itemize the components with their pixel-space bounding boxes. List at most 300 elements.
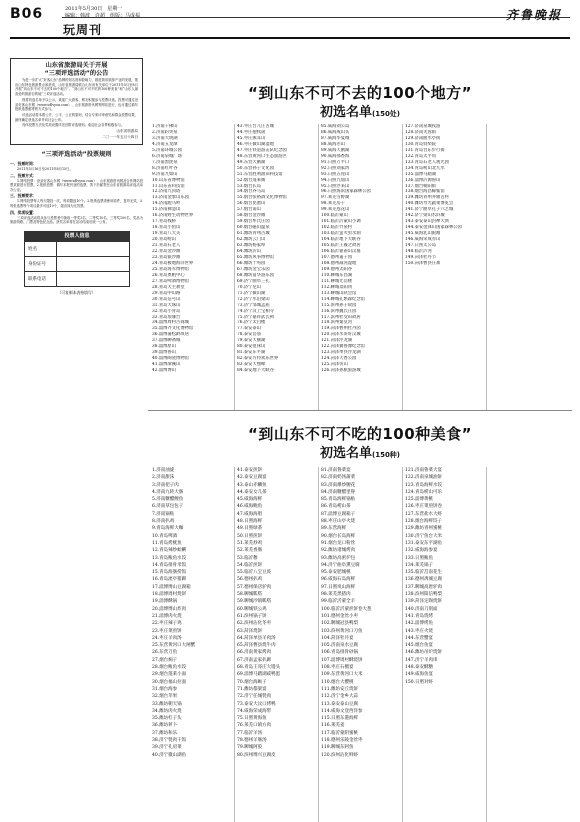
list-item: 14.济南跑马岭 — [152, 201, 181, 207]
list-item: 27.烟台焖子 — [152, 657, 178, 663]
list-item: 146.威海荣成赤山 — [405, 237, 441, 243]
list-item: 49.日照绿茶 — [237, 526, 263, 532]
list-item: 43.泰山赤鳞鱼 — [237, 482, 267, 488]
list-item: 30.青岛信号山 — [152, 296, 181, 302]
list-item: 23.青岛银沙滩 — [152, 254, 181, 260]
list-item: 85.青岛海鲜锅贴 — [321, 497, 356, 503]
list-item: 3.济南把子肉 — [152, 482, 179, 488]
notice-paragraph: 为进一步扩大“好客山东”品牌的知名度和影响力，推进我省旅游产业的发展，推出山东特色旅游景点和美食，山东省旅游局联合山东省有关单位于2011年5月至8月开展“到山东不可不去的100个地方”、“到山东不可不吃的100种美食”和“山东人最喜爱的旅游目的地”三项评选活动。 — [15, 78, 138, 97]
list-item: 68.潍坊富华游乐园 — [237, 272, 274, 278]
list-column — [318, 124, 402, 410]
list-item: 4.济南九转大肠 — [152, 489, 184, 495]
list-item: 63.菏泽烧饼 — [237, 628, 263, 634]
list-item: 17.青岛栈桥 — [152, 219, 177, 225]
list-item: 119.聊城东阿鱼 — [321, 745, 354, 751]
list-item: 24.青岛极地海洋世界 — [152, 260, 194, 266]
list-item: 39.淄博鲁山 — [152, 350, 177, 356]
list-item: 101.德州金丝小枣 — [321, 613, 359, 619]
list-item: 105.济南泉水豆腐 — [321, 643, 359, 649]
list-item: 87.威海华夏城 — [321, 135, 350, 141]
list-item: 141.青岛烧烤 — [405, 613, 434, 619]
list-item: 129.潍坊青州蜜桃 — [405, 526, 443, 532]
list-item: 21.淄博肉火烧 — [152, 613, 182, 619]
header-rule-bold — [10, 37, 570, 39]
list-item: 46.枣庄微山湖湿地 — [237, 141, 274, 147]
list-item: 42.泰安豆腐宴 — [237, 475, 267, 481]
list-item: 137.聊城高唐驴肉 — [405, 584, 443, 590]
list-item: 128.烟台海鲜饺子 — [405, 519, 443, 525]
list-item: 93.潍坊高密炉包 — [321, 555, 356, 561]
newspaper-logo: 齐鲁晚报 — [505, 8, 562, 22]
section-divider — [148, 410, 572, 411]
list-item: 8.济南红叶谷 — [152, 165, 178, 171]
ballot-field-label: 身份证号 — [28, 261, 46, 267]
list-item: 103.临沂萤火虫水洞 — [321, 231, 361, 237]
list-item: 142.济宁梁山水浒城 — [405, 213, 445, 219]
list-item: 118.德州乐陵金丝枣 — [321, 737, 363, 743]
list-item: 41.淄博潭溪山 — [152, 362, 181, 368]
list-item: 66.济南黄家烤肉 — [237, 650, 272, 656]
list-item: 30.烟台福山拉面 — [152, 679, 187, 685]
list-column — [150, 467, 234, 822]
list-item: 78.德州羊肠汤 — [237, 737, 267, 743]
list-item: 142.淄博烤鱼 — [405, 621, 434, 627]
list-item: 130.青岛劈柴院 — [405, 141, 437, 147]
list-item: 90.烟台长岛海鲜 — [321, 533, 356, 539]
list-item: 76.济宁太白楼 — [237, 320, 266, 326]
list-item: 40.淄博陶瓷博物馆 — [152, 356, 189, 362]
list-item: 127.济南泉城夜游 — [405, 124, 441, 129]
list-item: 98.莱芜房干 — [321, 201, 346, 207]
list-item: 131.青岛台东步行街 — [405, 147, 445, 153]
list-item: 50.东营孙子文化园 — [237, 165, 274, 171]
list-item: 34.淄博周村古商城 — [152, 320, 189, 326]
list-item: 89.东营海鲜 — [321, 526, 347, 532]
list-item: 20.淄博博山炸肉 — [152, 606, 187, 612]
list-item: 150.菏泽曹县庄寨 — [405, 260, 441, 266]
rules-heading: 二、投票方式： — [10, 172, 37, 178]
list-item: 126.枣庄菜煎饼卷 — [405, 504, 443, 510]
list-item: 73.济宁邹城孟庙 — [237, 302, 270, 308]
list-item: 10.青岛啤酒 — [152, 533, 178, 539]
list-item: 49.东营天鹅湖 — [237, 159, 266, 165]
list-item: 66.潍坊十笏园 — [237, 260, 266, 266]
list-item: 132.青岛太平角 — [405, 153, 437, 159]
list-item: 149.威海鱼宴 — [405, 672, 434, 678]
list-item: 143.枣庄火烧 — [405, 628, 434, 634]
list-item: 23.枣庄菜煎饼 — [152, 628, 182, 634]
places-title: “到山东不可不去的100个地方” — [247, 84, 473, 102]
list-item: 42.淄博博山 — [152, 368, 177, 374]
list-item: 100.临沂沂蒙煎饼卷大葱 — [321, 606, 372, 612]
list-item: 106.青岛排骨砂锅 — [321, 650, 359, 656]
list-item: 138.烟台海昌鲸鲨馆 — [405, 189, 445, 195]
list-item: 40.济宁微山湖鱼 — [152, 752, 187, 758]
list-item: 126.菏泽孙膑旅游城 — [321, 368, 361, 374]
rules-text: 2011年5月16日至2011年8月15日。 — [17, 167, 73, 172]
list-item: 96.威海石岛海鲜 — [321, 577, 356, 583]
list-item: 125.菏泽仿山 — [321, 362, 348, 368]
list-item: 64.菏泽单县羊肉汤 — [237, 635, 276, 641]
list-item: 107.德州董子园 — [321, 254, 353, 260]
list-item: 57.烟台南山 — [237, 207, 262, 213]
list-item: 74.济宁汶上宝相寺 — [237, 308, 274, 314]
page-header — [0, 0, 580, 46]
list-item: 119.菏泽曹州牡丹园 — [321, 326, 361, 332]
list-item: 14.青岛排骨米饭 — [152, 562, 187, 568]
rules-heading: 一、投票时间： — [10, 161, 37, 167]
list-item: 73.泰安大汶口烤鸭 — [237, 701, 276, 707]
list-item: 51.东营胜利油田科技馆 — [237, 171, 283, 177]
list-item: 125.淄博黄桃 — [405, 497, 434, 503]
list-item: 130.济宁鱼台大米 — [405, 533, 443, 539]
list-item: 95.泰安肥城桃 — [321, 570, 351, 576]
list-item: 149.菏泽牡丹节 — [405, 254, 437, 260]
list-item: 43.枣庄台儿庄古城 — [237, 124, 274, 129]
list-item: 44.枣庄抱犊崮 — [237, 129, 266, 135]
list-item: 82.济南奶汤蒲菜 — [321, 475, 356, 481]
list-item: 62.潍坊云门山 — [237, 237, 266, 243]
list-item: 25.青岛海军博物馆 — [152, 266, 189, 272]
notice-signature-org: 山东省旅游局 — [116, 129, 138, 134]
list-item: 80.滨州博兴豆腐皮 — [237, 752, 276, 758]
list-item: 147.济宁羊肉串 — [405, 657, 438, 663]
list-item: 89.威海天鹅湖 — [321, 147, 350, 153]
list-item: 25.东营黄河口大闸蟹 — [152, 643, 196, 649]
editor-line: 编辑：韩波 许超 组版：马成福 — [65, 13, 141, 19]
list-item: 94.济宁曲阜熏豆腐 — [321, 562, 360, 568]
list-item: 146.潍坊吊炉烧饼 — [405, 650, 443, 656]
list-item: 22.枣庄辣子鸡 — [152, 621, 182, 627]
list-item: 86.青岛崂山茶 — [321, 504, 351, 510]
list-item: 58.聊城呱嗒 — [237, 592, 263, 598]
rules-heading: 四、奖项设置： — [10, 209, 37, 215]
list-item: 110.烟台大樱桃 — [321, 679, 354, 685]
list-item: 57.德州保店驴肉 — [237, 584, 272, 590]
list-item: 13.济南金象山乐园 — [152, 195, 189, 201]
ballot-field-label: 姓名 — [28, 246, 37, 252]
ballot-row — [25, 241, 129, 256]
list-item: 28.青岛天主教堂 — [152, 284, 185, 290]
list-item: 75.日照黄海鱼 — [237, 716, 267, 722]
list-item: 86.威海成山头 — [321, 129, 350, 135]
list-item: 67.潍坊金宝乐园 — [237, 266, 270, 272]
list-item: 72.济宁水泊梁山 — [237, 296, 270, 302]
list-item: 112.聊城景阳冈 — [321, 284, 353, 290]
list-item: 35.淄博齐文化博物馆 — [152, 326, 194, 332]
list-item: 13.青岛鲅鱼水饺 — [152, 555, 187, 561]
list-item: 120.滨州沾化鲜虾 — [321, 752, 359, 758]
list-item: 26.青岛奥帆中心 — [152, 272, 185, 278]
list-item: 133.青岛石老人观光园 — [405, 159, 449, 165]
rules-heading: 三、投票要求： — [10, 193, 37, 199]
list-column — [234, 124, 318, 410]
list-item: 70.济宁尼山 — [237, 284, 262, 290]
list-item: 77.泰安泰山 — [237, 326, 262, 332]
list-item: 51.莱芜炒鸡 — [237, 540, 263, 546]
places-subtitle-text: 初选名单 — [319, 105, 372, 120]
list-item: 132.威海海参宴 — [405, 548, 438, 554]
list-item: 9.济南九如山 — [152, 171, 178, 177]
list-item: 81.济南鲁菜宴 — [321, 468, 351, 473]
list-item: 107.淄博周村酥烧饼 — [321, 657, 363, 663]
list-item: 102.临沂竹泉村 — [321, 225, 353, 231]
list-item: 50.日照煎饼 — [237, 533, 263, 539]
list-item: 99.临沂沂蒙全羊 — [321, 599, 356, 605]
list-item: 118.滨州秦皇河 — [321, 320, 353, 326]
list-item: 46.威海鲍鱼 — [237, 504, 263, 510]
ballot-field-blank — [56, 257, 129, 271]
list-item: 115.滨州孙子故园 — [321, 302, 357, 308]
notice-title-2: “三项评选活动”的公告 — [44, 70, 109, 77]
list-item: 47.枣庄铁道游击队纪念园 — [237, 147, 287, 153]
list-item: 10.山东省博物馆 — [152, 177, 185, 183]
list-item: 19.淄博酥锅 — [152, 599, 178, 605]
list-item: 37.潍坊和乐 — [152, 730, 178, 736]
list-item: 52.莱芜香肠 — [237, 548, 263, 554]
list-item: 15.济南佛慧山 — [152, 207, 181, 213]
list-item: 115.日照东港海鲜 — [321, 716, 359, 722]
list-item: 56.烟台昆嵛山 — [237, 201, 266, 207]
rules-text: 1.网络投票每人每天限投一次，每项限选10个。2.报纸选票须使用原件，复印无效。3.每张选票每个项目最多可选10个，超出视为无效票。 — [10, 199, 143, 208]
list-item: 6.济南泉城广场 — [152, 153, 182, 159]
list-item: 15.青岛海肠捞饭 — [152, 570, 187, 576]
list-column — [318, 467, 402, 822]
list-item: 129.济南曲水亭街 — [405, 135, 441, 141]
list-item: 88.威海赤山 — [321, 141, 346, 147]
list-item: 3.济南大明湖 — [152, 135, 178, 141]
list-item: 93.日照五莲山 — [321, 171, 350, 177]
list-item: 147.日照太公岛 — [405, 243, 437, 249]
list-item: 71.济宁微山湖 — [237, 290, 266, 296]
list-item: 113.泰安泰山豆腐 — [321, 701, 359, 707]
list-item: 88.枣庄山亭火烧 — [321, 519, 356, 525]
list-item: 123.青岛海鲜水饺 — [405, 482, 443, 488]
list-item: 75.济宁嘉祥武氏祠 — [237, 314, 274, 320]
list-item: 80.泰安徂徕山 — [237, 344, 266, 350]
list-item: 35.潍坊杠子头 — [152, 716, 182, 722]
food-subtitle-text: 初选名单 — [319, 446, 372, 461]
list-item: 145.威海乳山银滩 — [405, 231, 441, 237]
list-item: 44.泰安女儿茶 — [237, 489, 267, 495]
list-column — [402, 467, 486, 822]
list-item: 111.聊城光岳楼 — [321, 278, 353, 284]
list-item: 84.济南糖醋里脊 — [321, 489, 356, 495]
list-item: 41.泰安煎饼 — [237, 468, 263, 473]
list-item: 54.临沂煎饼 — [237, 562, 263, 568]
list-item: 148.泰安酥糖 — [405, 665, 434, 671]
list-item: 84.泰安地下大峡谷 — [237, 368, 274, 374]
list-item: 148.临沂沂河 — [405, 249, 432, 255]
list-item: 53.烟台长岛 — [237, 183, 262, 189]
list-item: 134.莱芜锅子 — [405, 562, 434, 568]
list-item: 76.莱芜口镇方肉 — [237, 723, 272, 729]
list-item: 144.东营蟹宴 — [405, 635, 434, 641]
list-item: 11.青岛烤鱿鱼 — [152, 540, 182, 546]
list-item: 108.枣庄石榴宴 — [321, 665, 354, 671]
list-item: 53.临沂糁 — [237, 555, 258, 561]
list-item: 5.济南糖醋鲤鱼 — [152, 497, 184, 503]
ballot-field-blank — [56, 272, 129, 286]
list-item: 4.济南五龙潭 — [152, 141, 178, 147]
list-item: 18.青岛小鱼山 — [152, 225, 181, 231]
list-item: 38.济宁甏肉干饭 — [152, 737, 187, 743]
list-item: 5.济南环城公园 — [152, 147, 182, 153]
list-item: 87.淄博豆腐箱子 — [321, 511, 356, 517]
list-item: 58.烟台金沙滩 — [237, 213, 266, 219]
list-item: 131.泰安东平湖鱼 — [405, 540, 443, 546]
issue-date: 2011年5月30日 星期一 — [65, 6, 123, 12]
list-item: 92.潍坊诸城烤肉 — [321, 548, 356, 554]
list-item: 117.临沂蒙阴蜜桃 — [321, 730, 359, 736]
food-count: (150种) — [372, 451, 401, 459]
list-item: 109.东营黄河口大米 — [321, 672, 363, 678]
list-item: 20.青岛崂山 — [152, 237, 177, 243]
notice-paragraph: 具体投票方法及奖项设置详见后附评选规则。欢迎社会各界积极参与。 — [22, 123, 125, 128]
list-item: 83.泰安天烛峰 — [237, 362, 266, 368]
list-item: 120.菏泽水浒好汉城 — [321, 332, 361, 338]
rules-title: “三项评选活动”投票规则 — [41, 151, 112, 159]
list-item: 32.烟台苹果 — [152, 694, 178, 700]
list-item: 27.青岛啤酒博物馆 — [152, 278, 189, 284]
list-item: 7.济南黑虎泉 — [152, 159, 178, 165]
list-item: 98.莱芜黑猪肉 — [321, 592, 351, 598]
list-item: 90.威海那香海 — [321, 153, 350, 159]
list-item: 101.临沂沂蒙山小调 — [321, 219, 361, 225]
page-number: B06 — [10, 6, 44, 22]
list-item: 1.济南油旋 — [152, 468, 175, 473]
ballot-field-label: 联系电话 — [28, 276, 46, 282]
list-item: 8.济南扒鸡 — [152, 519, 175, 525]
list-item: 135.淄博马踏湖 — [405, 171, 437, 177]
list-item: 112.济宁金乡大蒜 — [321, 694, 359, 700]
notice-paragraph: 现将初选名单予以公示，欢迎广大游客、网友积极参与投票评选。投票可通过登录好客山东网（www.sdlvyou.com）、山东旅游资讯网等网站进行，也可通过填写报纸选票邮寄的方式参与。 — [15, 97, 138, 112]
list-item: 79.泰安天颐湖 — [237, 338, 266, 344]
food-subtitle — [148, 445, 572, 464]
list-item: 60.聊城铁公鸡 — [237, 606, 267, 612]
food-list — [150, 467, 574, 822]
list-item: 54.烟台养马岛 — [237, 189, 266, 195]
list-item: 60.烟台磁山温泉 — [237, 225, 270, 231]
list-item: 31.青岛大珠山 — [152, 302, 181, 308]
list-item: 140.济南刀削面 — [405, 606, 438, 612]
list-column — [402, 124, 486, 410]
list-item: 140.潍坊寿光蔬菜博览会 — [405, 201, 454, 207]
list-item: 96.日照海滨国家森林公园 — [321, 189, 371, 195]
list-column — [150, 124, 234, 410]
list-column — [234, 467, 318, 822]
list-item: 45.枣庄熊耳山 — [237, 135, 266, 141]
list-item: 108.德州减河湿地 — [321, 260, 357, 266]
list-item: 117.滨州杜受田故居 — [321, 314, 361, 320]
list-item: 17.淄博博山豆腐箱 — [152, 584, 191, 590]
list-item: 36.潍坊萝卜 — [152, 723, 178, 729]
list-item: 128.济南芙蓉街 — [405, 129, 437, 135]
list-item: 2.济南甜沫 — [152, 475, 175, 481]
list-item: 105.临沂王羲之故居 — [321, 243, 361, 249]
list-item: 97.莱芜雪野湖 — [321, 195, 350, 201]
list-item: 45.威海海鲜 — [237, 497, 263, 503]
list-item: 141.济宁曲阜孔子六艺城 — [405, 207, 454, 213]
list-item: 22.青岛金沙滩 — [152, 249, 181, 255]
list-item: 65.菏泽曹县烧牛肉 — [237, 643, 276, 649]
list-item: 92.日照刘家湾 — [321, 165, 350, 171]
list-item: 122.济南泉城油饼 — [405, 475, 443, 481]
list-item: 12.青岛辣炒蛤蜊 — [152, 548, 187, 554]
list-item: 113.聊城山陕会馆 — [321, 290, 357, 296]
notice-title-1: 山东省旅游局关于开展 — [45, 62, 108, 69]
left-column — [10, 58, 143, 296]
places-subtitle — [148, 104, 572, 123]
list-item: 61.滨州锅子饼 — [237, 613, 267, 619]
list-item: 7.济南锅贴 — [152, 511, 175, 517]
list-item: 102.聊城冠县鸭梨 — [321, 621, 359, 627]
list-item: 83.济南爆炒腰花 — [321, 482, 356, 488]
list-item: 70.烟台海蛎子 — [237, 679, 267, 685]
voting-rules — [10, 151, 143, 225]
list-item: 33.青岛琅琊台 — [152, 314, 181, 320]
list-item: 12.济南九顶塔 — [152, 189, 181, 195]
list-item: 139.菏泽定陶烧饼 — [405, 599, 443, 605]
list-item: 63.潍坊杨家埠 — [237, 243, 266, 249]
list-item: 103.滨州黄河口刀鱼 — [321, 628, 363, 634]
list-item: 55.临沂八宝豆豉 — [237, 570, 272, 576]
list-item: 71.潍坊都梁宴 — [237, 686, 267, 692]
list-item: 11.山东省科技馆 — [152, 183, 185, 189]
list-item: 85.威海刘公岛 — [321, 124, 350, 129]
rules-text: 1.网络投票：登录好客山东网（www.sdlvyou.com）、山东旅游资讯网及合作网站投票页面进行投票。2.报纸投票：填写本报刊登的选票，剪下后邮寄至山东省旅游局评选活动办公室。 — [10, 178, 143, 192]
list-item: 61.潍坊青州古城 — [237, 231, 270, 237]
list-item: 137.烟台朝阳街 — [405, 183, 437, 189]
list-column — [486, 467, 570, 822]
list-item: 39.济宁孔府菜 — [152, 745, 182, 751]
list-item: 144.泰安徂徕山国家森林公园 — [405, 225, 462, 231]
list-item: 67.济南孟家扒蹄 — [237, 657, 272, 663]
ballot-row — [25, 256, 129, 271]
list-item: 95.日照浮来山 — [321, 183, 350, 189]
list-item: 114.聊城孔繁森纪念馆 — [321, 296, 365, 302]
rules-text: 三项评选活动将从参与投票者中抽取一等奖3名、二等奖10名、三等奖100名，奖品为旅游线路、门票及特色纪念品。获奖名单将在活动结束后统一公布。 — [10, 215, 143, 225]
list-item: 72.济宁任城甏肉 — [237, 694, 272, 700]
list-item: 6.济南草包包子 — [152, 504, 184, 510]
food-title: “到山东不可不吃的100种美食” — [247, 425, 473, 443]
list-item: 79.聊城阿胶 — [237, 745, 263, 751]
list-item: 136.德州禹城豆腐 — [405, 577, 443, 583]
list-item: 31.烟台海参 — [152, 686, 178, 692]
list-item: 104.菏泽牡丹宴 — [321, 635, 354, 641]
list-item: 62.滨州沾化冬枣 — [237, 621, 272, 627]
places-count: (150处) — [372, 110, 401, 118]
places-section — [148, 84, 572, 374]
list-item: 124.青岛崂山可乐 — [405, 489, 443, 495]
notice-signature-date: 二〇一一年五月十四日 — [102, 135, 138, 140]
list-item: 136.淄博沂源鲁山 — [405, 177, 441, 183]
list-item: 47.威海海胆 — [237, 511, 263, 517]
list-item: 56.德州扒鸡 — [237, 577, 263, 583]
list-item: 26.东营刀鱼 — [152, 650, 178, 656]
list-item: 78.泰安岱庙 — [237, 332, 262, 338]
list-item: 16.青岛流亭猪蹄 — [152, 577, 187, 583]
list-item: 64.潍坊沂山 — [237, 249, 262, 255]
list-item: 59.聊城沙镇呱嗒 — [237, 599, 272, 605]
list-item: 91.烟台龙口粉丝 — [321, 540, 356, 546]
list-item: 100.临沂蒙山 — [321, 213, 348, 219]
list-item: 29.青岛中山路 — [152, 290, 181, 296]
list-item: 48.东营黄河口生态旅游区 — [237, 153, 287, 159]
list-item: 134.青岛崂山北九水 — [405, 165, 445, 171]
list-item: 74.威海荣成海带 — [237, 708, 272, 714]
list-item: 65.潍坊风筝博物馆 — [237, 254, 274, 260]
